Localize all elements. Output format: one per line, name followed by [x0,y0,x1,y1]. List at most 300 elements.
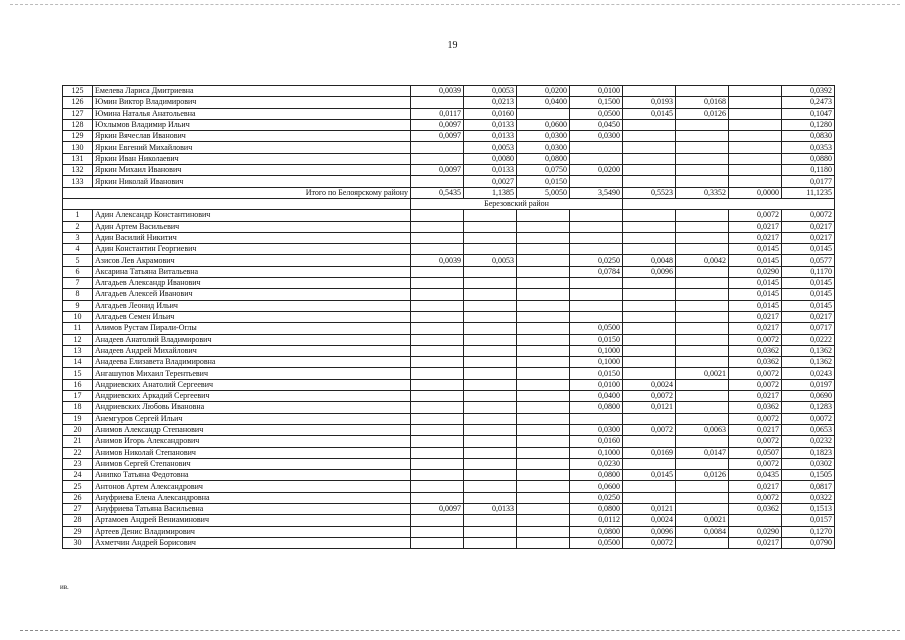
value-cell: 0,0232 [782,436,835,447]
table-row [63,391,835,402]
row-number: 14 [63,357,93,368]
value-cell [411,334,464,345]
row-number: 20 [63,424,93,435]
value-cell [623,165,676,176]
table-row [63,481,835,492]
value-cell [517,402,570,413]
row-number: 22 [63,447,93,458]
value-cell [517,492,570,503]
value-cell [517,515,570,526]
person-name: Азисов Лев Акрамович [93,255,411,266]
value-cell: 0,0039 [411,86,464,97]
value-cell [623,232,676,243]
row-number: 29 [63,526,93,537]
value-cell: 0,0145 [782,244,835,255]
row-number: 16 [63,379,93,390]
person-name: Яркин Иван Николаевич [93,153,411,164]
person-name: Аксарина Татьяна Витальевна [93,266,411,277]
value-cell [517,108,570,119]
value-cell: 0,0097 [411,131,464,142]
value-cell: 0,0072 [729,413,782,424]
value-cell [517,278,570,289]
value-cell [464,391,517,402]
value-cell: 0,0072 [729,210,782,221]
value-cell: 0,0217 [729,221,782,232]
value-cell [411,526,464,537]
value-cell [729,153,782,164]
value-cell: 0,0193 [623,97,676,108]
value-cell: 0,0145 [782,300,835,311]
value-cell [623,210,676,221]
person-name: Анадеева Елизавета Владимировна [93,357,411,368]
value-cell [464,300,517,311]
value-cell: 0,1283 [782,402,835,413]
value-cell: 0,0126 [676,108,729,119]
value-cell: 0,1505 [782,470,835,481]
person-name: Анипко Татьяна Федотовна [93,470,411,481]
value-cell [676,323,729,334]
value-cell [411,300,464,311]
value-cell [411,232,464,243]
table-row [63,142,835,153]
value-cell: 0,0290 [729,266,782,277]
value-cell: 0,0217 [729,232,782,243]
value-cell [676,131,729,142]
value-cell [411,266,464,277]
value-cell: 0,0096 [623,266,676,277]
value-cell [411,345,464,356]
value-cell: 0,0817 [782,481,835,492]
value-cell [623,345,676,356]
value-cell [517,289,570,300]
value-cell [623,413,676,424]
value-cell [411,424,464,435]
value-cell: 0,0039 [411,255,464,266]
value-cell [676,210,729,221]
value-cell [517,323,570,334]
total-value-cell: 11,1235 [782,187,835,198]
value-cell: 0,0362 [729,345,782,356]
value-cell: 0,1362 [782,357,835,368]
row-number: 11 [63,323,93,334]
value-cell: 0,0600 [570,481,623,492]
value-cell: 0,0072 [782,210,835,221]
value-cell [623,436,676,447]
value-cell: 0,0072 [729,368,782,379]
value-cell [676,537,729,548]
value-cell [676,458,729,469]
value-cell: 0,0507 [729,447,782,458]
value-cell [517,413,570,424]
value-cell: 0,1180 [782,165,835,176]
value-cell: 0,0450 [570,119,623,130]
value-cell: 0,0145 [729,300,782,311]
value-cell: 0,0024 [623,379,676,390]
value-cell: 0,0145 [729,255,782,266]
row-number: 8 [63,289,93,300]
table-row [63,436,835,447]
value-cell: 0,0053 [464,142,517,153]
row-number: 126 [63,97,93,108]
table-row [63,131,835,142]
person-name: Артеев Денис Владимирович [93,526,411,537]
value-cell [464,424,517,435]
value-cell: 0,0160 [570,436,623,447]
value-cell: 0,0021 [676,368,729,379]
person-name: Емелева Лариса Дмитриевна [93,86,411,97]
value-cell: 0,0830 [782,131,835,142]
value-cell [623,357,676,368]
value-cell: 0,0250 [570,255,623,266]
value-cell [729,97,782,108]
value-cell: 0,0290 [729,526,782,537]
value-cell: 0,0600 [517,119,570,130]
value-cell: 0,1270 [782,526,835,537]
value-cell [411,289,464,300]
row-number: 30 [63,537,93,548]
value-cell [464,379,517,390]
row-number: 128 [63,119,93,130]
value-cell: 0,0800 [570,402,623,413]
table-row [63,447,835,458]
table-row [63,108,835,119]
table-row [63,470,835,481]
value-cell [464,470,517,481]
value-cell: 0,0145 [623,470,676,481]
value-cell: 0,0790 [782,537,835,548]
value-cell [729,86,782,97]
person-name: Яркин Евгений Михайлович [93,142,411,153]
value-cell [676,153,729,164]
value-cell [623,323,676,334]
person-name: Андриевских Аркадий Сергеевич [93,391,411,402]
row-number: 15 [63,368,93,379]
total-value-cell: 1,1385 [464,187,517,198]
value-cell [517,244,570,255]
value-cell: 0,0084 [676,526,729,537]
value-cell [676,413,729,424]
person-name: Алгадьев Александр Иванович [93,278,411,289]
value-cell [517,210,570,221]
value-cell [676,436,729,447]
value-cell [464,323,517,334]
value-cell: 0,0362 [729,503,782,514]
value-cell: 0,1000 [570,357,623,368]
value-cell [464,221,517,232]
value-cell: 0,0230 [570,458,623,469]
value-cell [517,391,570,402]
table-row [63,357,835,368]
value-cell: 0,1000 [570,447,623,458]
value-cell: 0,0197 [782,379,835,390]
value-cell: 0,0121 [623,402,676,413]
value-cell: 0,0577 [782,255,835,266]
value-cell [464,345,517,356]
value-cell: 0,0096 [623,526,676,537]
value-cell: 0,1047 [782,108,835,119]
value-cell [464,402,517,413]
value-cell: 0,0024 [623,515,676,526]
value-cell: 0,0133 [464,119,517,130]
value-cell: 0,0117 [411,108,464,119]
value-cell [570,210,623,221]
value-cell [411,492,464,503]
person-name: Алгадьев Семен Ильич [93,311,411,322]
total-row [63,187,835,198]
value-cell [676,334,729,345]
value-cell [623,368,676,379]
value-cell [570,278,623,289]
person-name: Адин Константин Георгиевич [93,244,411,255]
value-cell [411,402,464,413]
value-cell [517,379,570,390]
scan-edge-bottom [20,630,900,631]
person-name: Анимов Николай Степанович [93,447,411,458]
value-cell [517,345,570,356]
table-row [63,458,835,469]
table-row [63,97,835,108]
value-cell: 0,0169 [623,447,676,458]
value-cell: 0,0800 [570,503,623,514]
value-cell [729,515,782,526]
value-cell [411,537,464,548]
footer-mark: ив. [60,583,69,591]
value-cell [517,368,570,379]
value-cell [676,311,729,322]
value-cell: 0,0217 [729,424,782,435]
value-cell [729,131,782,142]
value-cell [570,413,623,424]
value-cell: 0,0072 [623,537,676,548]
value-cell: 0,0157 [782,515,835,526]
value-cell [676,492,729,503]
value-cell: 0,1280 [782,119,835,130]
person-name: Антонов Артем Александрович [93,481,411,492]
row-number: 4 [63,244,93,255]
table-row [63,323,835,334]
value-cell [623,131,676,142]
value-cell [411,97,464,108]
value-cell: 0,0302 [782,458,835,469]
value-cell [729,119,782,130]
person-name: Яркин Николай Иванович [93,176,411,187]
person-name: Андриевских Любовь Ивановна [93,402,411,413]
scan-edge-top [10,4,900,5]
value-cell [517,470,570,481]
value-cell [676,481,729,492]
table-row [63,86,835,97]
table-row [63,289,835,300]
value-cell: 0,0300 [517,131,570,142]
value-cell: 0,0063 [676,424,729,435]
value-cell [464,266,517,277]
table-row [63,244,835,255]
value-cell: 0,0072 [729,436,782,447]
value-cell [729,165,782,176]
value-cell: 0,1823 [782,447,835,458]
value-cell [676,232,729,243]
value-cell [623,142,676,153]
value-cell: 0,0322 [782,492,835,503]
value-cell: 0,0097 [411,119,464,130]
person-name: Адин Артем Васильевич [93,221,411,232]
value-cell [517,503,570,514]
value-cell [570,311,623,322]
value-cell: 0,0147 [676,447,729,458]
value-cell [623,289,676,300]
value-cell [517,537,570,548]
value-cell: 0,1362 [782,345,835,356]
value-cell: 0,0217 [729,391,782,402]
value-cell [676,345,729,356]
row-number: 3 [63,232,93,243]
person-name: Юмин Виктор Владимирович [93,97,411,108]
person-name: Анемгуров Сергей Ильич [93,413,411,424]
value-cell [729,108,782,119]
row-number: 127 [63,108,93,119]
value-cell [517,357,570,368]
row-number: 129 [63,131,93,142]
value-cell: 0,0072 [623,391,676,402]
page-number: 19 [447,40,458,51]
row-number: 21 [63,436,93,447]
value-cell [676,391,729,402]
person-name: Яркин Михаил Иванович [93,165,411,176]
table-row [63,379,835,390]
table-row [63,153,835,164]
value-cell [676,244,729,255]
value-cell [517,447,570,458]
table-row [63,210,835,221]
value-cell: 0,0072 [729,458,782,469]
value-cell [676,221,729,232]
value-cell [623,458,676,469]
table-row [63,165,835,176]
value-cell [676,142,729,153]
person-name: Адин Василий Никитич [93,232,411,243]
person-name: Алгадьев Алексей Иванович [93,289,411,300]
total-value-cell: 0,5523 [623,187,676,198]
value-cell: 0,0217 [782,232,835,243]
value-cell: 0,0435 [729,470,782,481]
row-number: 26 [63,492,93,503]
value-cell: 0,0145 [782,289,835,300]
row-number: 133 [63,176,93,187]
value-cell [676,119,729,130]
value-cell [729,176,782,187]
row-number: 25 [63,481,93,492]
row-number: 13 [63,345,93,356]
table-row [63,119,835,130]
value-cell [411,244,464,255]
row-number: 17 [63,391,93,402]
person-name: Анимов Игорь Александрович [93,436,411,447]
value-cell: 0,0213 [464,97,517,108]
value-cell: 0,0133 [464,503,517,514]
value-cell [411,311,464,322]
row-number: 5 [63,255,93,266]
value-cell [464,289,517,300]
value-cell: 0,0097 [411,165,464,176]
value-cell: 0,0653 [782,424,835,435]
value-cell [411,368,464,379]
value-cell: 0,0097 [411,503,464,514]
value-cell: 0,0217 [782,221,835,232]
value-cell [623,119,676,130]
value-cell: 0,0362 [729,402,782,413]
value-cell: 0,0690 [782,391,835,402]
value-cell: 0,0177 [782,176,835,187]
value-cell: 0,0150 [570,368,623,379]
person-name: Ангашупов Михаил Терентьевич [93,368,411,379]
value-cell [411,458,464,469]
value-cell: 0,0145 [729,244,782,255]
value-cell: 0,0217 [729,323,782,334]
value-cell [676,289,729,300]
value-cell: 0,0362 [729,357,782,368]
row-number: 24 [63,470,93,481]
value-cell: 0,0072 [729,379,782,390]
table-row [63,300,835,311]
value-cell [517,424,570,435]
value-cell: 0,0750 [517,165,570,176]
value-cell [623,334,676,345]
value-cell [676,86,729,97]
value-cell [623,300,676,311]
person-name: Анадеев Андрей Михайлович [93,345,411,356]
value-cell: 0,0042 [676,255,729,266]
row-number: 12 [63,334,93,345]
table-row [63,492,835,503]
table-row [63,176,835,187]
value-cell: 0,2473 [782,97,835,108]
value-cell [411,142,464,153]
value-cell [623,176,676,187]
value-cell: 0,0217 [729,481,782,492]
value-cell [464,447,517,458]
row-number: 18 [63,402,93,413]
value-cell: 0,1513 [782,503,835,514]
value-cell: 0,0048 [623,255,676,266]
person-name: Юхлымов Владимир Ильич [93,119,411,130]
value-cell [411,323,464,334]
value-cell: 0,0100 [570,379,623,390]
table-row [63,413,835,424]
value-cell [570,221,623,232]
value-cell: 0,0222 [782,334,835,345]
value-cell: 0,0021 [676,515,729,526]
table-row [63,526,835,537]
total-value-cell: 0,0000 [729,187,782,198]
value-cell: 0,0133 [464,131,517,142]
value-cell: 0,0880 [782,153,835,164]
value-cell [623,481,676,492]
table-row [63,345,835,356]
total-value-cell: 5,0050 [517,187,570,198]
value-cell: 0,1000 [570,345,623,356]
value-cell: 0,0053 [464,86,517,97]
total-value-cell: 0,5435 [411,187,464,198]
value-cell [464,334,517,345]
row-number: 125 [63,86,93,97]
value-cell: 0,0217 [782,311,835,322]
value-cell [517,311,570,322]
value-cell [676,278,729,289]
value-cell [411,447,464,458]
value-cell [464,526,517,537]
value-cell: 0,0072 [729,334,782,345]
value-cell [411,357,464,368]
